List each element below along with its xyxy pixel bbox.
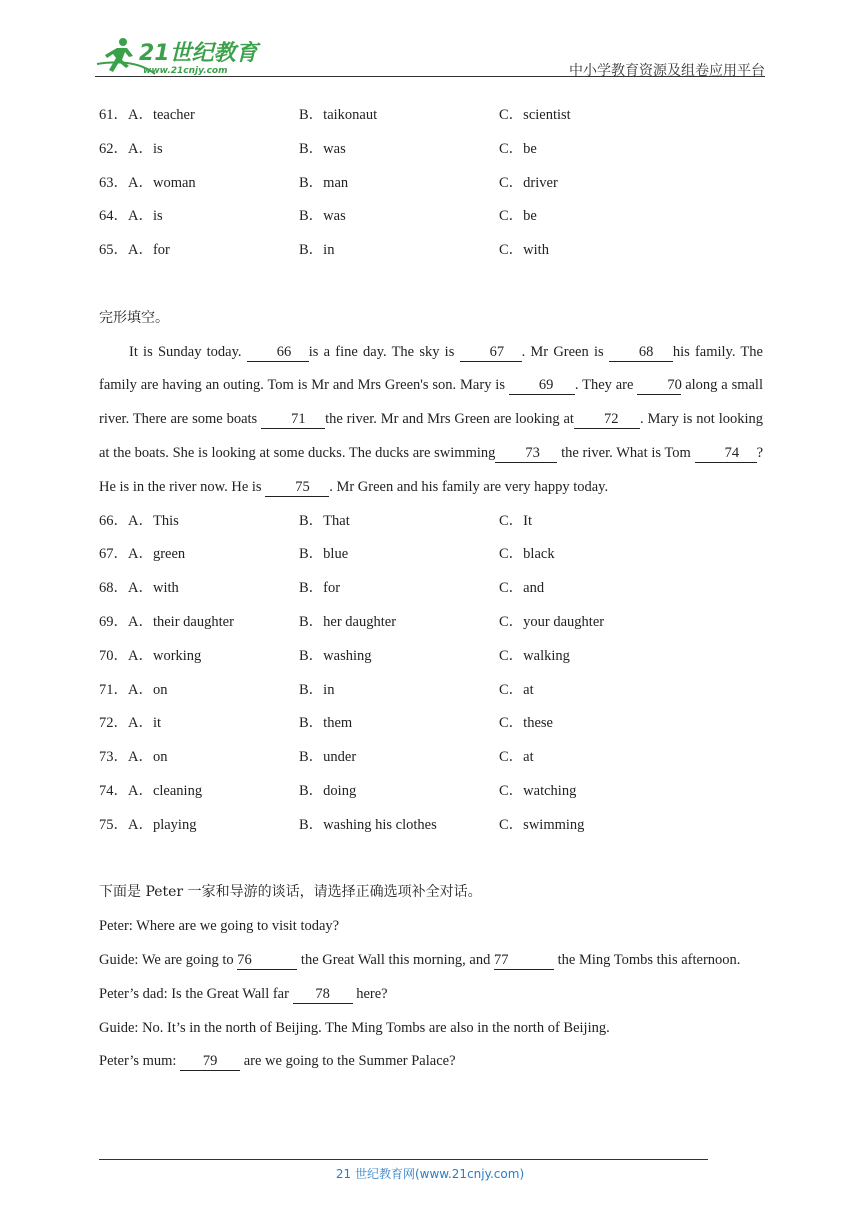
- blank-66: 66: [247, 343, 309, 362]
- option-b: B．in: [299, 681, 335, 698]
- dialog-line: Peter’s mum: 79 are we going to the Summer Palace?: [99, 1053, 456, 1070]
- question-row: [99, 674, 763, 708]
- platform-title: 中小学教育资源及组卷应用平台: [569, 63, 765, 79]
- option-c: C．be: [499, 140, 537, 157]
- question-row: [99, 200, 763, 234]
- question-number: 66．: [99, 512, 128, 529]
- option-b: B．for: [299, 580, 341, 597]
- question-number: 73．: [99, 749, 128, 766]
- question-row: [99, 133, 763, 167]
- option-a: A．their daughter: [128, 613, 234, 630]
- question-row: [99, 606, 763, 640]
- question-row: [99, 809, 763, 843]
- question-number: 74．: [99, 782, 128, 799]
- dialog-line: Guide: We are going to 76 the Great Wall this morning, and 77 the Ming Tombs this afternoon.: [99, 951, 741, 968]
- option-b: B．That: [299, 512, 350, 529]
- option-c: C．black: [499, 546, 555, 563]
- question-row: [99, 775, 763, 809]
- option-c: C．these: [499, 715, 553, 732]
- blank-74: 74: [695, 444, 757, 463]
- question-row: [99, 234, 763, 268]
- blank-75: 75: [265, 478, 329, 497]
- question-number: 75．: [99, 816, 128, 833]
- question-row: [99, 741, 763, 775]
- question-group-66-75: [99, 505, 763, 843]
- blank-67: 67: [460, 343, 522, 362]
- option-b: B．her daughter: [299, 613, 397, 630]
- blank-68: 68: [609, 343, 673, 362]
- question-number: 65．: [99, 242, 128, 259]
- option-a: A．This: [128, 512, 179, 529]
- svg-text:www.21cnjy.com: www.21cnjy.com: [143, 66, 228, 76]
- dialog-line: Peter’s dad: Is the Great Wall far 78 here?: [99, 985, 388, 1002]
- question-row: [99, 505, 763, 539]
- page-content: [99, 99, 763, 1079]
- option-b: B．them: [299, 715, 353, 732]
- question-group-61-65: [99, 99, 763, 268]
- question-number: 70．: [99, 647, 128, 664]
- option-a: A．for: [128, 242, 170, 259]
- option-a: A．is: [128, 140, 163, 157]
- question-number: 62．: [99, 140, 128, 157]
- option-b: B．blue: [299, 546, 349, 563]
- question-row: [99, 640, 763, 674]
- option-c: C．swimming: [499, 816, 585, 833]
- question-number: 72．: [99, 715, 128, 732]
- blank-69: 69: [509, 376, 575, 395]
- option-c: C．your daughter: [499, 613, 605, 630]
- question-number: 71．: [99, 681, 128, 698]
- option-c: C．walking: [499, 647, 570, 664]
- dialog-line: Peter: Where are we going to visit today?: [99, 918, 340, 935]
- question-number: 61．: [99, 107, 128, 123]
- blank-76: 76: [237, 951, 297, 970]
- option-b: B．was: [299, 140, 346, 157]
- blank-77: 77: [494, 951, 554, 970]
- option-c: C．driver: [499, 174, 558, 191]
- page-header: [95, 34, 765, 78]
- option-b: B．man: [299, 174, 349, 191]
- option-c: C．at: [499, 749, 534, 766]
- option-b: B．in: [299, 242, 335, 259]
- question-number: 64．: [99, 208, 128, 225]
- option-b: B．doing: [299, 782, 357, 799]
- option-c: C．watching: [499, 782, 577, 799]
- option-c: C．be: [499, 208, 537, 225]
- footer-text[interactable]: 21 世纪教育网(www.21cnjy.com): [335, 1167, 525, 1181]
- option-c: C．and: [499, 580, 545, 597]
- option-a: A．it: [128, 715, 162, 732]
- option-b: B．taikonaut: [299, 107, 378, 123]
- question-number: 68．: [99, 580, 128, 597]
- logo-21cnjy: [95, 34, 265, 76]
- option-a: A．working: [128, 647, 202, 664]
- question-row: [99, 707, 763, 741]
- option-c: C．It: [499, 512, 533, 529]
- question-row: [99, 167, 763, 201]
- blank-79: 79: [180, 1052, 240, 1071]
- option-a: A．green: [128, 546, 186, 563]
- section-heading-cloze: 完形填空。: [99, 309, 169, 326]
- blank-71: 71: [261, 410, 325, 429]
- question-row: [99, 99, 763, 133]
- option-a: A．on: [128, 749, 168, 766]
- dialog-line: Guide: No. It’s in the north of Beijing. The Ming Tombs are also in the north of Beijing.: [99, 1019, 610, 1036]
- question-row: [99, 538, 763, 572]
- option-b: B．washing: [299, 647, 372, 664]
- option-b: B．was: [299, 208, 346, 225]
- option-a: A．with: [128, 580, 179, 597]
- option-b: B．under: [299, 749, 357, 766]
- option-c: C．with: [499, 242, 549, 259]
- option-b: B．washing his clothes: [299, 816, 437, 833]
- option-a: A．on: [128, 681, 168, 698]
- option-c: C．at: [499, 681, 534, 698]
- svg-text:21世纪教育: 21世纪教育: [139, 41, 258, 66]
- option-a: A．woman: [128, 174, 196, 191]
- option-a: A．teacher: [128, 107, 195, 123]
- cloze-passage: It is Sunday today. 66 is a fine day. The sky is 67 . Mr Green is 68 his family. The family are having an outing. Tom is Mr and Mrs Green's son. Mary is 69 . They are 70 along a small river. There are some boats 71 the river. Mr and Mrs Green are looking at 72 . Mary is not looking at the boats. She is looking at some ducks. The ducks are swimming 73 the river. What is Tom 74 ? He is in the river now. He is 75 . Mr Green and his family are very happy today.: [99, 343, 763, 495]
- section-heading-dialog: 下面是 Peter 一家和导游的谈话，请选择正确选项补全对话。: [99, 884, 482, 901]
- question-row: [99, 572, 763, 606]
- option-a: A．is: [128, 208, 163, 225]
- footer-divider: [99, 1159, 708, 1160]
- question-number: 63．: [99, 174, 128, 191]
- option-c: C．scientist: [499, 107, 571, 123]
- header-divider: [95, 76, 765, 77]
- blank-78: 78: [293, 985, 353, 1004]
- option-a: A．playing: [128, 816, 197, 833]
- question-number: 67．: [99, 546, 128, 563]
- option-a: A．cleaning: [128, 782, 203, 799]
- blank-72: 72: [574, 410, 640, 429]
- blank-70: 70: [637, 376, 681, 395]
- question-number: 69．: [99, 613, 128, 630]
- blank-73: 73: [495, 444, 557, 463]
